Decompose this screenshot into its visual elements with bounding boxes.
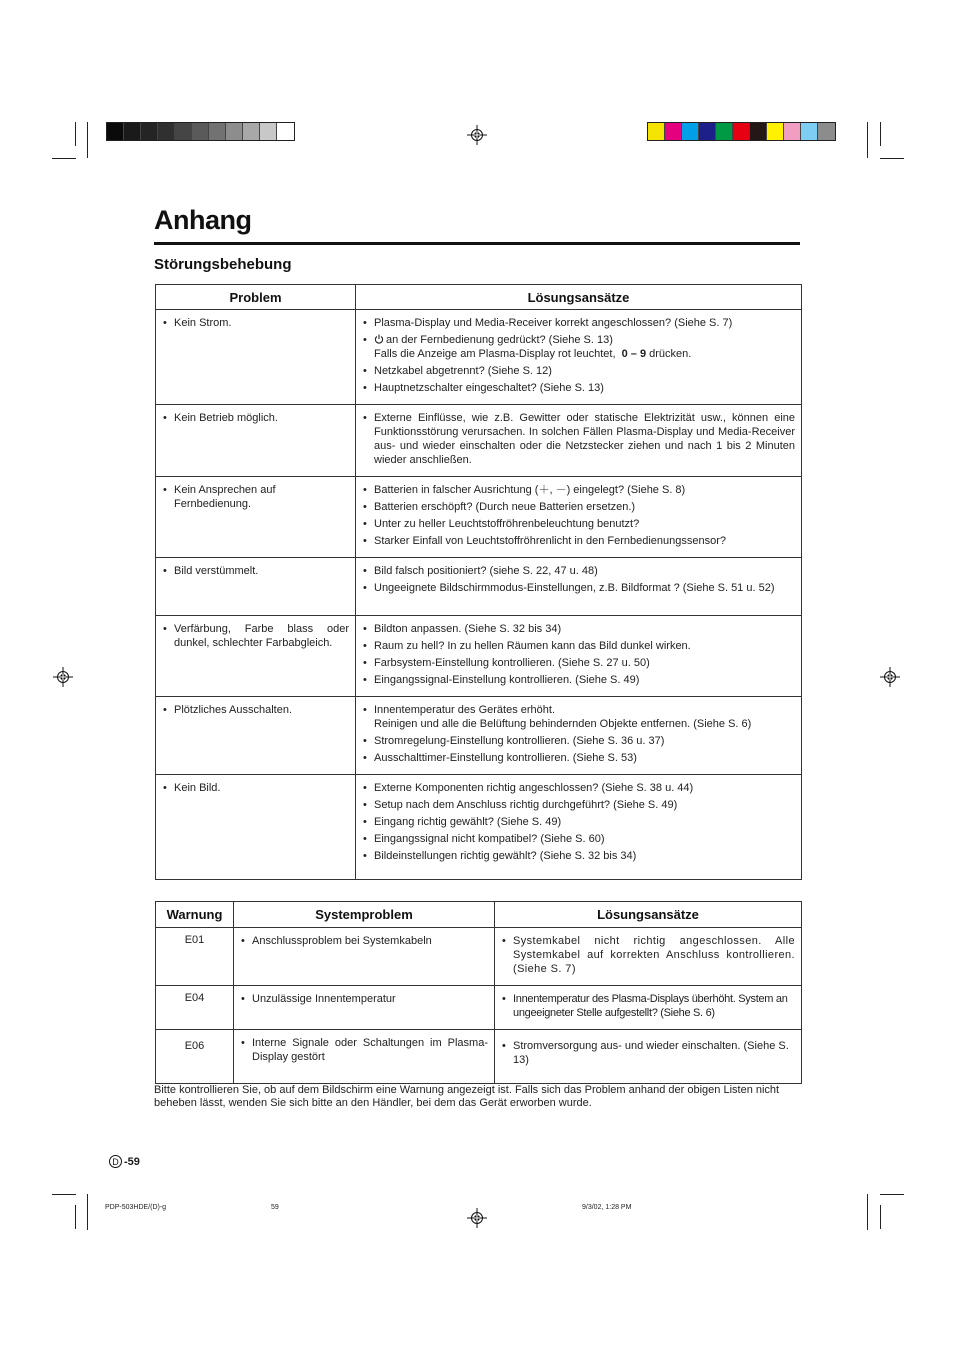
color-swatch — [818, 123, 835, 140]
solution-item: • Ungeeignete Bildschirmmodus-Einstellungen, z.B. Bildformat ? (Siehe S. 51 u. 52) — [363, 581, 795, 595]
table-row — [156, 986, 802, 1030]
color-swatch — [260, 123, 277, 140]
solution-item: • Eingang richtig gewählt? (Siehe S. 49) — [363, 815, 795, 829]
system-problem-text: • Anschlussproblem bei Systemkabeln — [241, 934, 488, 948]
color-swatch — [733, 123, 750, 140]
page-letter-badge: D — [109, 1155, 122, 1168]
color-swatch — [226, 123, 243, 140]
color-swatch — [767, 123, 784, 140]
solution-item: • Unter zu heller Leuchtstoffröhrenbeleuchtung benutzt? — [363, 517, 795, 531]
color-swatch — [716, 123, 733, 140]
solution-item: • Batterien in falscher Ausrichtung (＋, －) eingelegt? (Siehe S. 8) — [363, 483, 795, 497]
registration-mark-icon — [53, 667, 73, 687]
solution-item: • Starker Einfall von Leuchtstoffröhrenlicht in den Fernbedienungssensor? — [363, 534, 795, 548]
color-swatch — [682, 123, 699, 140]
solution-item: • Bildton anpassen. (Siehe S. 32 bis 34) — [363, 622, 795, 636]
table-row — [156, 558, 802, 616]
solution-item: • Setup nach dem Anschluss richtig durchgeführt? (Siehe S. 49) — [363, 798, 795, 812]
column-header-warning: Warnung — [156, 902, 234, 928]
warning-code: E01 — [184, 934, 205, 946]
color-swatch — [277, 123, 294, 140]
page-title: Anhang — [154, 205, 252, 235]
color-swatch — [750, 123, 767, 140]
solution-item: • Hauptnetzschalter eingeschaltet? (Siehe S. 13) — [363, 381, 795, 395]
warning-code-table — [155, 901, 802, 1084]
table-row — [156, 928, 802, 986]
solution-item: • Farbsystem-Einstellung kontrollieren. (Siehe S. 27 u. 50) — [363, 656, 795, 670]
title-divider — [154, 242, 800, 245]
color-swatch — [175, 123, 192, 140]
table-row — [156, 697, 802, 775]
color-swatch — [192, 123, 209, 140]
problem-text: • Verfärbung, Farbe blass oder dunkel, schlechter Farbabgleich. — [163, 622, 349, 650]
solution-item: • Netzkabel abgetrennt? (Siehe S. 12) — [363, 364, 795, 378]
slug-page: 59 — [271, 1204, 279, 1211]
registration-mark-icon — [880, 667, 900, 687]
color-swatch — [801, 123, 818, 140]
solution-item: • Externe Komponenten richtig angeschlossen? (Siehe S. 38 u. 44) — [363, 781, 795, 795]
table-row — [156, 616, 802, 697]
solution-note: Falls die Anzeige am Plasma-Display rot leuchtet, 0 – 9 drücken. — [374, 348, 692, 360]
solution-item: • Raum zu hell? In zu hellen Räumen kann das Bild dunkel wirken. — [363, 639, 795, 653]
solution-item: • Stromversorgung aus- und wieder einschalten. (Siehe S. 13) — [502, 1039, 795, 1067]
registration-mark-icon — [467, 1208, 487, 1228]
system-problem-text: • Unzulässige Innentemperatur — [241, 992, 488, 1006]
warning-code: E06 — [184, 1040, 205, 1052]
color-swatch — [107, 123, 124, 140]
table-row — [156, 477, 802, 558]
color-swatch — [124, 123, 141, 140]
solution-item: • Plasma-Display und Media-Receiver korrekt angeschlossen? (Siehe S. 7) — [363, 316, 795, 330]
color-swatch — [158, 123, 175, 140]
color-swatch — [243, 123, 260, 140]
solution-item: • an der Fernbedienung gedrückt? (Siehe S. 13) — [363, 333, 795, 347]
color-swatch — [784, 123, 801, 140]
problem-text: • Kein Betrieb möglich. — [163, 411, 349, 425]
column-header-solutions: Lösungsansätze — [495, 902, 802, 928]
solution-item: • Externe Einflüsse, wie z.B. Gewitter oder statische Elektrizität usw., können eine Funktionsstörung verursachen. In solchen Fällen Plasma-Display und Media-Receiver aus- und wieder einschalten oder die Netzstecker ziehen und nach 1 bis 2 Minuten wieder anschließen. — [363, 411, 795, 467]
problem-text: • Kein Bild. — [163, 781, 349, 795]
solution-item: • Stromregelung-Einstellung kontrollieren. (Siehe S. 36 u. 37) — [363, 734, 795, 748]
grayscale-color-bar — [106, 122, 295, 141]
solution-item: • Innentemperatur des Plasma-Displays überhöht. System an ungeeigneter Stelle aufgestellt? (Siehe S. 6) — [502, 992, 795, 1020]
system-problem-text: • Interne Signale oder Schaltungen im Plasma-Display gestört — [241, 1036, 488, 1064]
warning-code: E04 — [184, 992, 205, 1004]
slug-filename: PDP-503HDE/(D)-g — [105, 1204, 167, 1211]
page-number: D -59 — [109, 1155, 140, 1168]
solution-item: • Eingangssignal-Einstellung kontrollieren. (Siehe S. 49) — [363, 673, 795, 687]
solution-item: • Ausschalttimer-Einstellung kontrollieren. (Siehe S. 53) — [363, 751, 795, 765]
slug-date: 9/3/02, 1:28 PM — [582, 1204, 632, 1211]
table-row — [156, 405, 802, 477]
color-swatch — [699, 123, 716, 140]
solution-item: • Bildeinstellungen richtig gewählt? (Siehe S. 32 bis 34) — [363, 849, 795, 863]
problem-text: • Kein Strom. — [163, 316, 349, 330]
problem-text: • Kein Ansprechen auf Fernbedienung. — [163, 483, 349, 511]
solution-item: • Systemkabel nicht richtig angeschlossen. Alle Systemkabel auf korrekten Anschluss kontrollieren. (Siehe S. 7) — [502, 934, 795, 976]
problem-text: • Plötzliches Ausschalten. — [163, 703, 349, 717]
registration-mark-icon — [467, 125, 487, 145]
color-swatch — [665, 123, 682, 140]
table-row — [156, 775, 802, 880]
color-swatch — [209, 123, 226, 140]
column-header-solutions: Lösungsansätze — [356, 285, 802, 310]
solution-item: • Innentemperatur des Gerätes erhöht. — [363, 703, 795, 717]
footer-note: Bitte kontrollieren Sie, ob auf dem Bildschirm eine Warnung angezeigt ist. Falls sich das Problem anhand der obigen Listen nicht beheben lässt, wenden Sie sich bitte an den Händler, bei dem das Gerät erworben wurde. — [154, 1084, 780, 1109]
column-header-system-problem: Systemproblem — [234, 902, 495, 928]
solution-item: • Eingangssignal nicht kompatibel? (Siehe S. 60) — [363, 832, 795, 846]
problem-text: • Bild verstümmelt. — [163, 564, 349, 578]
color-swatch — [141, 123, 158, 140]
solution-item: • Bild falsch positioniert? (siehe S. 22, 47 u. 48) — [363, 564, 795, 578]
solution-item: • Batterien erschöpft? (Durch neue Batterien ersetzen.) — [363, 500, 795, 514]
color-swatch — [648, 123, 665, 140]
table-row — [156, 1030, 802, 1084]
power-icon — [374, 334, 384, 344]
troubleshooting-table — [155, 284, 802, 880]
solution-note: Reinigen und alle die Belüftung behindernden Objekte entfernen. (Siehe S. 6) — [374, 718, 752, 730]
column-header-problem: Problem — [156, 285, 356, 310]
section-title: Störungsbehebung — [154, 256, 292, 273]
cmyk-color-bar — [647, 122, 836, 141]
table-row — [156, 310, 802, 405]
